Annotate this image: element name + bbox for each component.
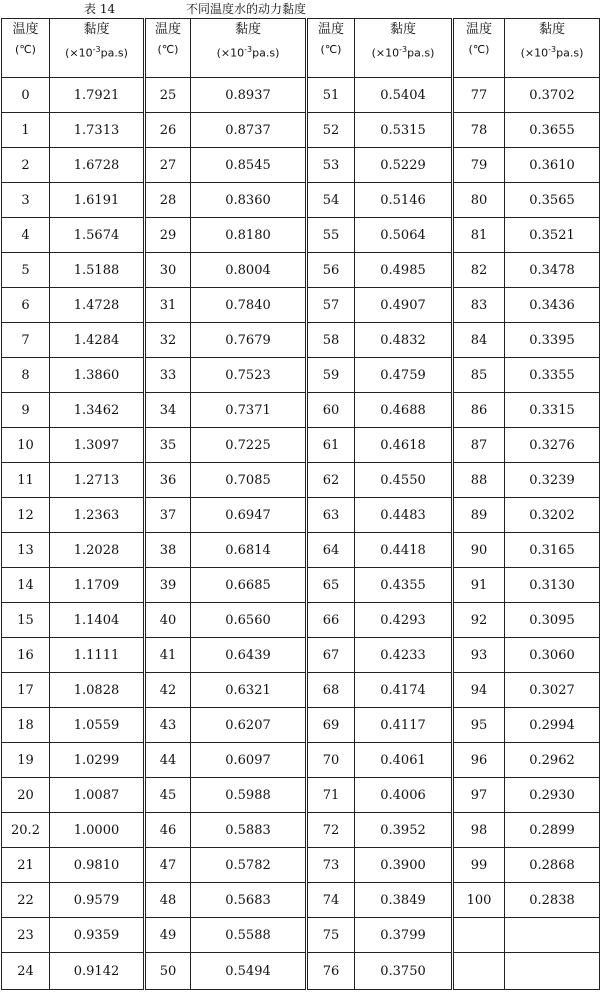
temperature-cell: 40 (145, 603, 191, 638)
viscosity-cell: 1.4284 (50, 323, 145, 358)
viscosity-header-unit: $(\times 10^{-3}pa.s)$ (371, 45, 435, 60)
viscosity-header-label: 黏度 (83, 22, 110, 37)
temperature-cell: 95 (453, 708, 505, 743)
viscosity-cell: 0.5683 (191, 883, 307, 918)
temperature-cell: 47 (145, 848, 191, 883)
viscosity-cell: 1.6728 (50, 148, 145, 183)
viscosity-cell: 1.6191 (50, 183, 145, 218)
viscosity-header-label: 黏度 (538, 22, 565, 37)
viscosity-cell: 0.3750 (355, 953, 453, 990)
temperature-cell: 70 (307, 743, 355, 778)
temperature-cell: 99 (453, 848, 505, 883)
viscosity-header-label: 黏度 (389, 22, 416, 37)
temperature-cell: 71 (307, 778, 355, 813)
viscosity-cell: 0.4832 (355, 323, 453, 358)
temperature-cell: 89 (453, 498, 505, 533)
viscosity-cell: 0.9810 (50, 848, 145, 883)
table-row (2, 813, 600, 848)
temperature-cell: 56 (307, 253, 355, 288)
viscosity-cell (505, 918, 600, 953)
table-row (2, 743, 600, 778)
table-row (2, 393, 600, 428)
temperature-cell: 73 (307, 848, 355, 883)
temperature-cell: 4 (2, 218, 50, 253)
viscosity-cell: 0.5883 (191, 813, 307, 848)
temperature-cell: 94 (453, 673, 505, 708)
viscosity-cell: 0.6685 (191, 568, 307, 603)
temperature-cell: 63 (307, 498, 355, 533)
viscosity-cell: 1.2713 (50, 463, 145, 498)
temperature-cell: 35 (145, 428, 191, 463)
viscosity-cell: 0.3799 (355, 918, 453, 953)
table-title: 不同温度水的动力黏度 (186, 2, 307, 16)
temperature-cell: 72 (307, 813, 355, 848)
temperature-cell: 6 (2, 288, 50, 323)
temp-header-label: 温度 (465, 22, 492, 37)
viscosity-cell: 1.7921 (50, 78, 145, 113)
temperature-cell: 27 (145, 148, 191, 183)
viscosity-cell: 0.4233 (355, 638, 453, 673)
temperature-cell: 15 (2, 603, 50, 638)
temperature-cell: 26 (145, 113, 191, 148)
table-row (2, 848, 600, 883)
viscosity-cell: 0.8937 (191, 78, 307, 113)
temperature-cell: 98 (453, 813, 505, 848)
temperature-cell: 55 (307, 218, 355, 253)
table-row (2, 463, 600, 498)
temperature-cell: 79 (453, 148, 505, 183)
temperature-cell: 9 (2, 393, 50, 428)
table-row (2, 953, 600, 990)
viscosity-cell: 0.5988 (191, 778, 307, 813)
temperature-cell: 7 (2, 323, 50, 358)
temperature-cell: 25 (145, 78, 191, 113)
viscosity-cell: 0.3165 (505, 533, 600, 568)
viscosity-cell: 0.4618 (355, 428, 453, 463)
temperature-cell: 17 (2, 673, 50, 708)
table-row (2, 113, 600, 148)
temperature-cell: 46 (145, 813, 191, 848)
temperature-cell: 8 (2, 358, 50, 393)
viscosity-cell: 0.4355 (355, 568, 453, 603)
table-row (2, 533, 600, 568)
table-row (2, 428, 600, 463)
viscosity-cell (505, 953, 600, 990)
temperature-cell: 77 (453, 78, 505, 113)
temperature-cell: 68 (307, 673, 355, 708)
viscosity-cell: 0.3655 (505, 113, 600, 148)
temperature-cell: 49 (145, 918, 191, 953)
viscosity-cell: 0.3060 (505, 638, 600, 673)
viscosity-cell: 0.2962 (505, 743, 600, 778)
temperature-cell: 82 (453, 253, 505, 288)
temperature-cell: 92 (453, 603, 505, 638)
temperature-cell: 37 (145, 498, 191, 533)
viscosity-cell: 0.6097 (191, 743, 307, 778)
temperature-cell: 24 (2, 953, 50, 990)
table-row (2, 288, 600, 323)
viscosity-cell: 0.3952 (355, 813, 453, 848)
temperature-cell: 48 (145, 883, 191, 918)
viscosity-cell: 1.3860 (50, 358, 145, 393)
temperature-cell: 3 (2, 183, 50, 218)
temperature-cell: 87 (453, 428, 505, 463)
viscosity-cell: 0.8004 (191, 253, 307, 288)
viscosity-header-unit: $(\times 10^{-3}pa.s)$ (520, 45, 584, 60)
temperature-cell: 100 (453, 883, 505, 918)
temperature-cell: 81 (453, 218, 505, 253)
table-row (2, 323, 600, 358)
temperature-cell: 45 (145, 778, 191, 813)
table-row (2, 673, 600, 708)
viscosity-cell: 0.3900 (355, 848, 453, 883)
viscosity-cell: 0.6560 (191, 603, 307, 638)
temperature-cell: 43 (145, 708, 191, 743)
viscosity-cell: 0.3478 (505, 253, 600, 288)
temperature-cell: 10 (2, 428, 50, 463)
temp-header (307, 19, 355, 78)
table-row (2, 253, 600, 288)
temperature-cell: 91 (453, 568, 505, 603)
temperature-cell: 52 (307, 113, 355, 148)
table-row (2, 568, 600, 603)
viscosity-cell: 0.3315 (505, 393, 600, 428)
temperature-cell: 30 (145, 253, 191, 288)
temperature-cell: 21 (2, 848, 50, 883)
viscosity-cell: 0.6207 (191, 708, 307, 743)
table-row (2, 358, 600, 393)
viscosity-cell: 0.5315 (355, 113, 453, 148)
viscosity-header-unit: $(\times 10^{-3}pa.s)$ (65, 45, 128, 60)
table-caption (0, 0, 600, 18)
temperature-cell (453, 918, 505, 953)
viscosity-cell: 0.3130 (505, 568, 600, 603)
viscosity-cell: 0.7225 (191, 428, 307, 463)
table-row (2, 148, 600, 183)
viscosity-cell: 0.9579 (50, 883, 145, 918)
viscosity-cell: 0.3276 (505, 428, 600, 463)
temperature-cell: 14 (2, 568, 50, 603)
temperature-cell: 39 (145, 568, 191, 603)
viscosity-cell: 1.2028 (50, 533, 145, 568)
viscosity-cell: 0.3355 (505, 358, 600, 393)
viscosity-cell: 1.1111 (50, 638, 145, 673)
viscosity-cell: 0.3702 (505, 78, 600, 113)
viscosity-cell: 1.5188 (50, 253, 145, 288)
viscosity-cell: 0.3565 (505, 183, 600, 218)
table-row (2, 78, 600, 113)
viscosity-cell: 0.5588 (191, 918, 307, 953)
temp-header-label: 温度 (12, 22, 39, 37)
temperature-cell: 96 (453, 743, 505, 778)
viscosity-cell: 0.3610 (505, 148, 600, 183)
viscosity-table (1, 18, 600, 990)
viscosity-cell: 0.7371 (191, 393, 307, 428)
temp-header-unit: (℃) (468, 43, 490, 56)
viscosity-cell: 1.4728 (50, 288, 145, 323)
viscosity-cell: 1.0087 (50, 778, 145, 813)
viscosity-cell: 0.4117 (355, 708, 453, 743)
temp-header (2, 19, 50, 78)
temperature-cell: 23 (2, 918, 50, 953)
temperature-cell: 2 (2, 148, 50, 183)
viscosity-cell: 1.0000 (50, 813, 145, 848)
viscosity-cell: 0.3521 (505, 218, 600, 253)
temp-header-label: 温度 (154, 22, 181, 37)
temperature-cell: 80 (453, 183, 505, 218)
temperature-cell: 51 (307, 78, 355, 113)
temperature-cell: 44 (145, 743, 191, 778)
temperature-cell: 75 (307, 918, 355, 953)
temperature-cell: 76 (307, 953, 355, 990)
viscosity-cell: 0.7523 (191, 358, 307, 393)
viscosity-cell: 0.4907 (355, 288, 453, 323)
viscosity-cell: 0.8360 (191, 183, 307, 218)
temperature-cell: 1 (2, 113, 50, 148)
temperature-cell: 36 (145, 463, 191, 498)
temperature-cell: 97 (453, 778, 505, 813)
temperature-cell: 42 (145, 673, 191, 708)
viscosity-cell: 1.1709 (50, 568, 145, 603)
viscosity-cell: 0.5229 (355, 148, 453, 183)
viscosity-cell: 1.3462 (50, 393, 145, 428)
viscosity-cell: 0.4293 (355, 603, 453, 638)
viscosity-header (191, 19, 307, 78)
viscosity-cell: 1.1404 (50, 603, 145, 638)
viscosity-cell: 0.4006 (355, 778, 453, 813)
viscosity-cell: 0.4418 (355, 533, 453, 568)
table-row (2, 708, 600, 743)
viscosity-header-unit: $(\times 10^{-3}pa.s)$ (216, 45, 280, 60)
viscosity-header (505, 19, 600, 78)
viscosity-cell: 0.8180 (191, 218, 307, 253)
viscosity-cell: 0.3395 (505, 323, 600, 358)
viscosity-cell: 1.7313 (50, 113, 145, 148)
temperature-cell: 64 (307, 533, 355, 568)
temperature-cell: 41 (145, 638, 191, 673)
temperature-cell: 61 (307, 428, 355, 463)
table-row (2, 183, 600, 218)
viscosity-cell: 0.8737 (191, 113, 307, 148)
viscosity-cell: 0.2994 (505, 708, 600, 743)
temp-header (453, 19, 505, 78)
viscosity-cell: 0.4483 (355, 498, 453, 533)
header-row (2, 19, 600, 78)
viscosity-cell: 0.5494 (191, 953, 307, 990)
viscosity-cell: 0.3027 (505, 673, 600, 708)
temperature-cell: 34 (145, 393, 191, 428)
viscosity-cell: 0.6439 (191, 638, 307, 673)
viscosity-cell: 1.0299 (50, 743, 145, 778)
temperature-cell: 11 (2, 463, 50, 498)
table-row (2, 883, 600, 918)
temp-header-unit: (℃) (320, 43, 342, 56)
table-row (2, 638, 600, 673)
table-number: 表 14 (84, 2, 116, 16)
temperature-cell: 38 (145, 533, 191, 568)
viscosity-cell: 0.3239 (505, 463, 600, 498)
temperature-cell (453, 953, 505, 990)
table-row (2, 498, 600, 533)
viscosity-cell: 0.8545 (191, 148, 307, 183)
viscosity-cell: 0.4550 (355, 463, 453, 498)
temperature-cell: 0 (2, 78, 50, 113)
temperature-cell: 54 (307, 183, 355, 218)
viscosity-cell: 0.4061 (355, 743, 453, 778)
viscosity-cell: 0.7840 (191, 288, 307, 323)
temperature-cell: 20 (2, 778, 50, 813)
viscosity-cell: 0.2868 (505, 848, 600, 883)
viscosity-cell: 0.3849 (355, 883, 453, 918)
viscosity-cell: 0.3436 (505, 288, 600, 323)
temperature-cell: 57 (307, 288, 355, 323)
temperature-cell: 78 (453, 113, 505, 148)
viscosity-cell: 0.6947 (191, 498, 307, 533)
temperature-cell: 13 (2, 533, 50, 568)
viscosity-cell: 0.5146 (355, 183, 453, 218)
temperature-cell: 60 (307, 393, 355, 428)
temperature-cell: 58 (307, 323, 355, 358)
temperature-cell: 66 (307, 603, 355, 638)
temperature-cell: 62 (307, 463, 355, 498)
viscosity-cell: 0.9142 (50, 953, 145, 990)
temperature-cell: 65 (307, 568, 355, 603)
viscosity-header (355, 19, 453, 78)
temperature-cell: 33 (145, 358, 191, 393)
viscosity-cell: 0.7085 (191, 463, 307, 498)
temperature-cell: 86 (453, 393, 505, 428)
temperature-cell: 31 (145, 288, 191, 323)
temperature-cell: 16 (2, 638, 50, 673)
viscosity-cell: 1.0559 (50, 708, 145, 743)
temperature-cell: 28 (145, 183, 191, 218)
temperature-cell: 90 (453, 533, 505, 568)
viscosity-cell: 0.4174 (355, 673, 453, 708)
temp-header-unit: (℃) (157, 43, 179, 56)
temperature-cell: 20.2 (2, 813, 50, 848)
viscosity-cell: 0.5782 (191, 848, 307, 883)
viscosity-cell: 0.4985 (355, 253, 453, 288)
table-row (2, 778, 600, 813)
viscosity-cell: 0.5064 (355, 218, 453, 253)
viscosity-cell: 1.3097 (50, 428, 145, 463)
temp-header-unit: (℃) (15, 43, 36, 56)
temperature-cell: 59 (307, 358, 355, 393)
viscosity-cell: 0.3095 (505, 603, 600, 638)
viscosity-cell: 0.6814 (191, 533, 307, 568)
temperature-cell: 85 (453, 358, 505, 393)
temperature-cell: 74 (307, 883, 355, 918)
table-row (2, 918, 600, 953)
temperature-cell: 69 (307, 708, 355, 743)
viscosity-cell: 0.3202 (505, 498, 600, 533)
viscosity-cell: 1.0828 (50, 673, 145, 708)
viscosity-cell: 1.5674 (50, 218, 145, 253)
temperature-cell: 67 (307, 638, 355, 673)
temperature-cell: 50 (145, 953, 191, 990)
viscosity-cell: 0.7679 (191, 323, 307, 358)
table-row (2, 603, 600, 638)
temperature-cell: 83 (453, 288, 505, 323)
viscosity-cell: 0.6321 (191, 673, 307, 708)
viscosity-cell: 0.9359 (50, 918, 145, 953)
temperature-cell: 19 (2, 743, 50, 778)
viscosity-cell: 0.4759 (355, 358, 453, 393)
temperature-cell: 18 (2, 708, 50, 743)
viscosity-cell: 0.4688 (355, 393, 453, 428)
temperature-cell: 88 (453, 463, 505, 498)
viscosity-header (50, 19, 145, 78)
viscosity-cell: 0.2930 (505, 778, 600, 813)
viscosity-cell: 0.5404 (355, 78, 453, 113)
temperature-cell: 53 (307, 148, 355, 183)
viscosity-cell: 0.2838 (505, 883, 600, 918)
temperature-cell: 12 (2, 498, 50, 533)
temperature-cell: 32 (145, 323, 191, 358)
temperature-cell: 22 (2, 883, 50, 918)
temp-header-label: 温度 (317, 22, 344, 37)
temperature-cell: 93 (453, 638, 505, 673)
table-row (2, 218, 600, 253)
viscosity-cell: 1.2363 (50, 498, 145, 533)
viscosity-cell: 0.2899 (505, 813, 600, 848)
temperature-cell: 5 (2, 253, 50, 288)
viscosity-header-label: 黏度 (234, 22, 261, 37)
temp-header (145, 19, 191, 78)
temperature-cell: 84 (453, 323, 505, 358)
temperature-cell: 29 (145, 218, 191, 253)
